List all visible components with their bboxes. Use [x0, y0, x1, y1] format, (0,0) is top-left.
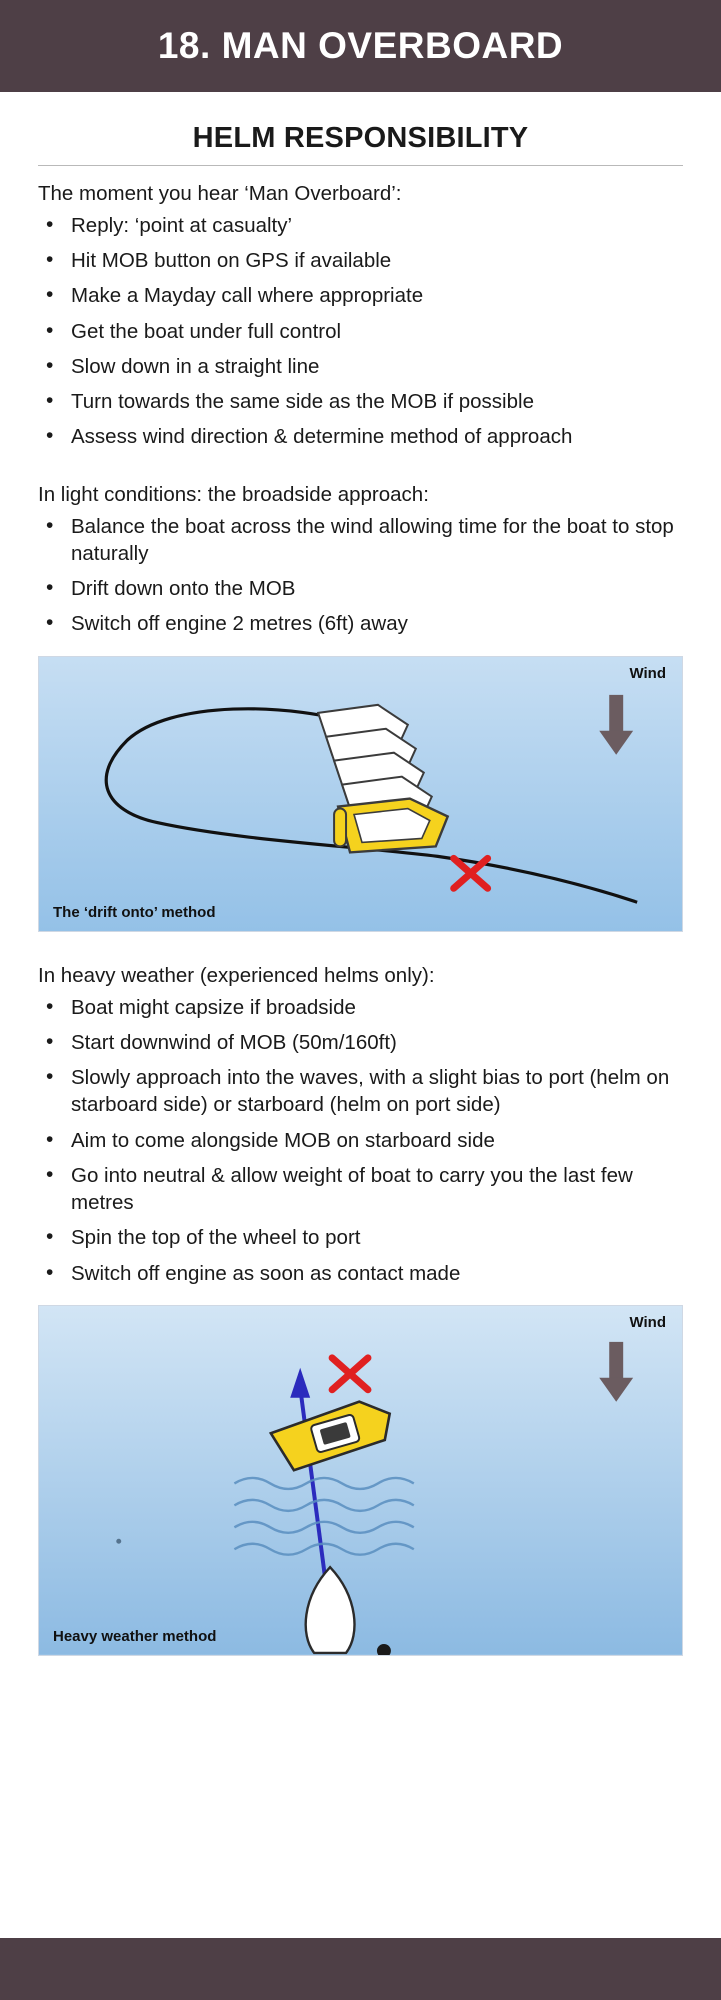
list-item: • Start downwind of MOB (50m/160ft) — [38, 1029, 683, 1056]
section-title: HELM RESPONSIBILITY — [192, 122, 529, 154]
page-header — [0, 0, 721, 92]
heavy-weather-list — [38, 994, 683, 1287]
list-item: • Reply: ‘point at casualty’ — [38, 212, 683, 239]
light-conditions-list — [38, 513, 683, 638]
list-item: • Switch off engine as soon as contact made — [38, 1260, 683, 1287]
figure-drift-illustration — [39, 657, 682, 931]
list-item: • Balance the boat across the wind allowing time for the boat to stop naturally — [38, 513, 683, 568]
list-item: • Hit MOB button on GPS if available — [38, 247, 683, 274]
figure-heavy-illustration — [39, 1306, 682, 1655]
wind-label: Wind — [629, 664, 666, 682]
figure-heavy-weather-method — [38, 1305, 683, 1656]
heavy-weather-lead: In heavy weather (experienced helms only): — [38, 963, 435, 987]
light-conditions-lead: In light conditions: the broadside approach: — [38, 482, 429, 506]
list-item: • Go into neutral & allow weight of boat to carry you the last few metres — [38, 1162, 683, 1217]
list-item: • Switch off engine 2 metres (6ft) away — [38, 610, 683, 637]
list-item: • Spin the top of the wheel to port — [38, 1224, 683, 1251]
intro-list — [38, 212, 683, 451]
list-item: • Drift down onto the MOB — [38, 575, 683, 602]
wind-label: Wind — [629, 1313, 666, 1331]
intro-lead: The moment you hear ‘Man Overboard’: — [38, 182, 402, 205]
list-item: • Get the boat under full control — [38, 318, 683, 345]
page-content — [0, 92, 721, 1938]
page-footer — [0, 1938, 721, 2000]
list-item: • Make a Mayday call where appropriate — [38, 282, 683, 309]
list-item: • Boat might capsize if broadside — [38, 994, 683, 1021]
figure-caption: The ‘drift onto’ method — [53, 903, 216, 921]
list-item: • Slow down in a straight line — [38, 353, 683, 380]
list-item: • Turn towards the same side as the MOB if possible — [38, 388, 683, 415]
list-item: • Assess wind direction & determine method of approach — [38, 423, 683, 450]
figure-drift-onto-method — [38, 656, 683, 932]
title-divider — [38, 165, 683, 166]
figure-caption: Heavy weather method — [53, 1627, 217, 1645]
list-item: • Slowly approach into the waves, with a slight bias to port (helm on starboard side) or starboard (helm on port side) — [38, 1064, 683, 1119]
list-item: • Aim to come alongside MOB on starboard side — [38, 1127, 683, 1154]
page-title: 18. MAN OVERBOARD — [157, 25, 564, 66]
